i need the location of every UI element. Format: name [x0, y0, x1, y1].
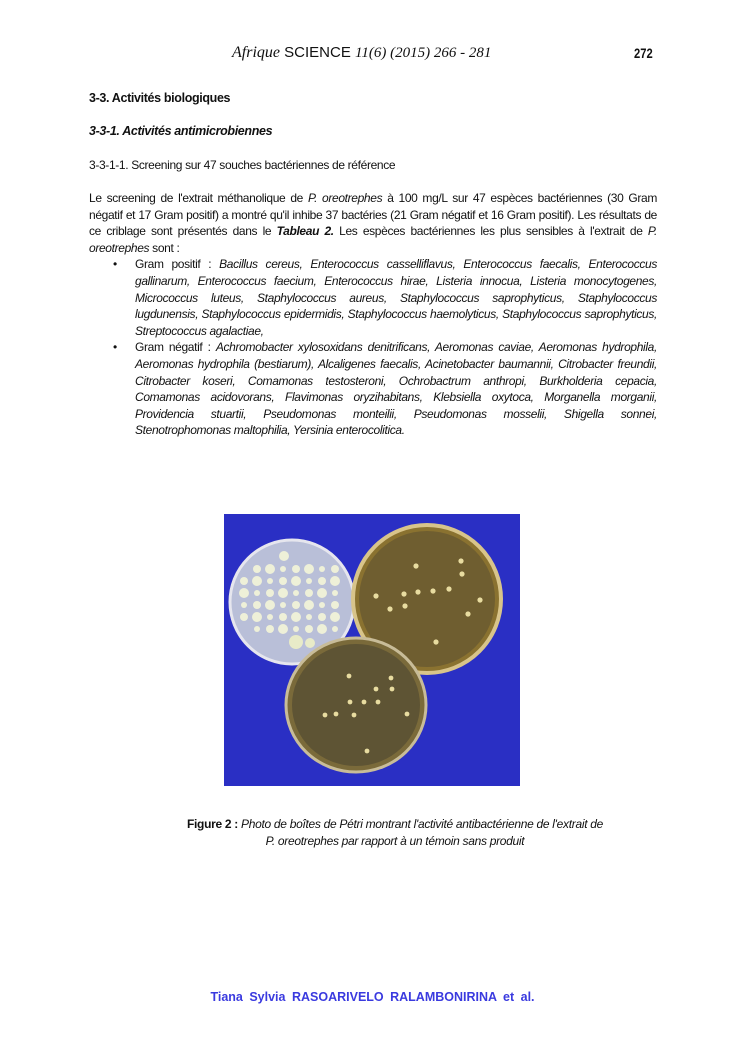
- colony: [433, 639, 438, 644]
- colony: [293, 626, 299, 632]
- journal-science: SCIENCE: [284, 44, 351, 61]
- species-list: Achromobacter xylosoxidans denitrificans, Aeromonas caviae, Aeromonas hydrophila, Aeromonas hydrophila (bestiarum), Alcaligenes faecalis, Acinetobacter baumannii, Citrobacter freundii, Citrobacter koseri, Comamonas testosteroni, Ochrobactrum anthropi, Burkholderia cepacia, Comamonas acidovorans, Flavimonas oryzihabitans, Klebsiella oxytoca, Morganella morganii, Providencia stuartii, Pseudomonas monteilii, Pseudomonas mosselii, Shigella sonnei, Stenotrophomonas maltophilia, Yersinia enterocolitica.: [135, 340, 657, 438]
- colony: [305, 638, 315, 648]
- journal-citation: [232, 44, 491, 62]
- figure-caption: [150, 816, 640, 850]
- colony: [254, 626, 260, 632]
- colony: [387, 606, 392, 611]
- journal-name: Afrique: [232, 44, 280, 61]
- colony: [323, 713, 328, 718]
- colony: [292, 565, 300, 573]
- colony: [291, 612, 301, 622]
- sensitive-species-list: [89, 256, 657, 439]
- petri-dish-extract-2: [286, 638, 426, 772]
- running-header: [0, 44, 745, 66]
- colony: [240, 577, 248, 585]
- colony: [362, 700, 367, 705]
- colony: [446, 586, 451, 591]
- list-item-gram-positive: [89, 256, 657, 339]
- figure-label: Figure 2 :: [186, 817, 238, 831]
- colony: [318, 613, 326, 621]
- colony: [477, 597, 482, 602]
- colony: [280, 566, 286, 572]
- colony: [401, 591, 406, 596]
- colony: [239, 588, 249, 598]
- colony: [280, 602, 286, 608]
- colony: [265, 600, 275, 610]
- colony: [306, 578, 312, 584]
- colony: [465, 611, 470, 616]
- colony: [373, 593, 378, 598]
- colony: [252, 576, 262, 586]
- colony: [430, 588, 435, 593]
- colony: [319, 566, 325, 572]
- section-heading: 3-3. Activités biologiques: [89, 91, 231, 105]
- colony: [405, 712, 410, 717]
- colony: [240, 613, 248, 621]
- colony: [317, 624, 327, 634]
- text: sont :: [149, 240, 180, 255]
- colony: [266, 589, 274, 597]
- colony: [458, 558, 463, 563]
- colony: [413, 563, 418, 568]
- colony: [253, 601, 261, 609]
- colony: [332, 626, 338, 632]
- colony: [330, 612, 340, 622]
- colony: [252, 612, 262, 622]
- colony: [459, 571, 464, 576]
- colony: [291, 576, 301, 586]
- colony: [348, 700, 353, 705]
- colony: [304, 600, 314, 610]
- subsection-heading: 3-3-1. Activités antimicrobiennes: [89, 124, 273, 138]
- page-number: 272: [634, 45, 653, 61]
- colony: [306, 614, 312, 620]
- petri-dish-photo: [224, 514, 520, 786]
- colony: [402, 603, 407, 608]
- colony: [365, 749, 370, 754]
- colony: [279, 613, 287, 621]
- colony: [266, 625, 274, 633]
- colony: [318, 577, 326, 585]
- colony: [334, 712, 339, 717]
- colony: [265, 564, 275, 574]
- caption-line-2: P. oreotrephes par rapport à un témoin sans produit: [265, 834, 525, 848]
- colony: [331, 565, 339, 573]
- colony: [389, 676, 394, 681]
- colony: [304, 564, 314, 574]
- body-paragraph: [89, 190, 657, 439]
- colony: [317, 588, 327, 598]
- list-label: Gram négatif :: [135, 340, 216, 355]
- colony: [331, 601, 339, 609]
- colony: [278, 588, 288, 598]
- colony: [390, 687, 395, 692]
- colony: [293, 590, 299, 596]
- colony: [267, 614, 273, 620]
- colony: [267, 578, 273, 584]
- colony: [289, 635, 303, 649]
- colony: [330, 576, 340, 586]
- colony: [319, 602, 325, 608]
- colony: [278, 624, 288, 634]
- subsubsection-heading: 3-3-1-1. Screening sur 47 souches bactériennes de référence: [89, 158, 396, 172]
- colony: [279, 577, 287, 585]
- text: Les espèces bactériennes les plus sensibles à l'extrait de: [333, 224, 648, 239]
- colony: [332, 590, 338, 596]
- colony: [415, 589, 420, 594]
- colony: [254, 590, 260, 596]
- text: à 100 mg/L sur 47 espèces bactériennes (30 Gram négatif et 17 Gram positif) a montré qu'il inhibe 37 bactéries (21 Gram négatif et 16 Gram positif). Les résultats de ce criblage sont présentés dans le: [89, 191, 657, 239]
- colony: [292, 601, 300, 609]
- list-label: Gram positif :: [135, 257, 220, 272]
- species-name: P. oreotrephes: [307, 191, 383, 205]
- list-item-gram-negative: [89, 339, 657, 439]
- species-name: P. oreotrephes: [89, 224, 658, 255]
- colony: [347, 674, 352, 679]
- colony: [352, 713, 357, 718]
- colony: [279, 551, 289, 561]
- species-list: Bacillus cereus, Enterococcus casselliflavus, Enterococcus faecalis, Enterococcus gallinarum, Enterococcus faecium, Enterococcus hirae, Listeria innocua, Listeria monocytogenes, Micrococcus luteus, Staphylococcus aureus, Staphylococcus saprophyticus, Staphylococcus lugdunensis, Staphylococcus epidermidis, Staphylococcus haemolyticus, Staphylococcus saprophyticus, Streptococcus agalactiae,: [135, 257, 658, 338]
- footer-authors: Tiana Sylvia RASOARIVELO RALAMBONIRINA et al.: [210, 990, 535, 1004]
- colony: [305, 589, 313, 597]
- caption-line-1: Photo de boîtes de Pétri montrant l'activité antibactérienne de l'extrait de: [237, 817, 604, 831]
- bullet-icon: •: [113, 340, 117, 355]
- colony: [374, 687, 379, 692]
- colony: [241, 602, 247, 608]
- text: Le screening de l'extrait méthanolique de: [89, 191, 308, 205]
- bullet-icon: •: [113, 257, 117, 272]
- colony: [253, 565, 261, 573]
- journal-volume: 11(6) (2015) 266 - 281: [355, 45, 492, 61]
- table-reference[interactable]: Tableau 2.: [276, 224, 334, 239]
- colony: [376, 700, 381, 705]
- colony: [305, 625, 313, 633]
